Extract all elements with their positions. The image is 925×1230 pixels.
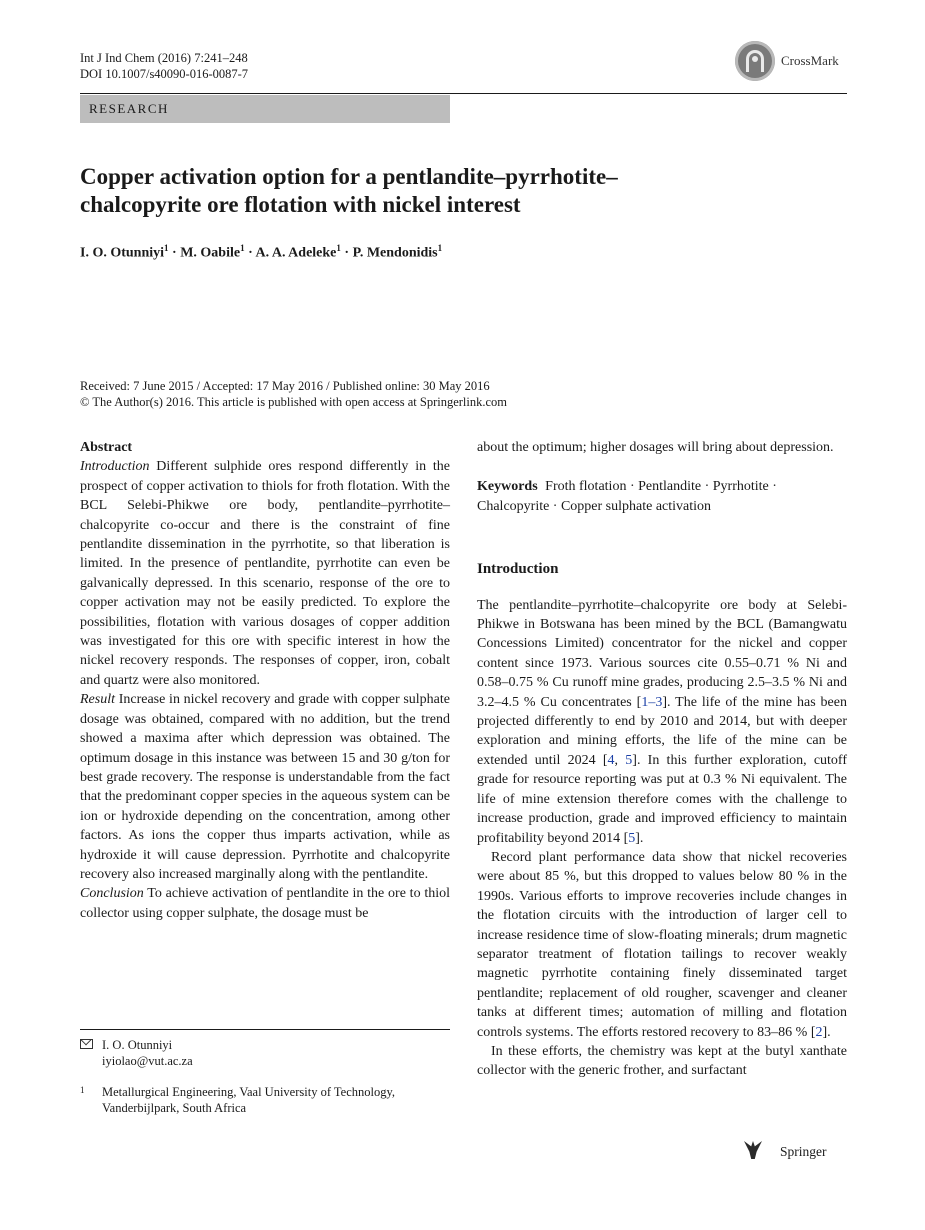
intro-paragraph-3: In these efforts, the chemistry was kept at the butyl xanthate collector with the generic frother, and surfactant	[477, 1043, 847, 1079]
abstract-column	[80, 438, 450, 923]
reference-link[interactable]: 2	[815, 1024, 823, 1040]
reference-link[interactable]: 5	[628, 830, 636, 846]
author-name: A. A. Adeleke	[255, 245, 337, 261]
publisher-name: Springer	[780, 1144, 827, 1159]
publication-history	[80, 378, 507, 410]
affiliation-line: Metallurgical Engineering, Vaal University of Technology,	[102, 1085, 396, 1099]
publisher-logo	[740, 1137, 850, 1167]
reference-link[interactable]: 4	[607, 752, 615, 768]
crossmark-badge[interactable]	[735, 38, 850, 84]
author-separator: ·	[340, 245, 353, 261]
journal-citation	[80, 50, 248, 82]
journal-volume: Int J Ind Chem (2016) 7:241–248	[80, 51, 248, 65]
abstract-conclusion	[80, 884, 450, 923]
author-affiliation: 1	[240, 243, 245, 253]
header-rule	[80, 93, 847, 94]
reference-separator: ,	[614, 752, 626, 768]
reference-link[interactable]: 1–3	[641, 694, 663, 710]
reference-link[interactable]: 5	[625, 752, 633, 768]
abstract-conclusion-continued: about the optimum; higher dosages will bring about depression.	[477, 440, 834, 455]
springer-horse-icon	[740, 1139, 766, 1165]
affiliation-number: 1	[80, 1085, 85, 1095]
author-affiliation: 1	[164, 243, 169, 253]
intro-p1-text: ].	[635, 830, 644, 846]
author-affiliation: 1	[336, 243, 341, 253]
abstract-heading: Abstract	[80, 440, 133, 455]
envelope-icon	[80, 1039, 93, 1049]
abstract-conclusion-label: Conclusion	[80, 886, 144, 902]
intro-p1-text: ]. In this further exploration, cutoff grade for resource reporting was put at 0.3 % Ni equivalent. The life of mine extension therefore comes with the challenge to increase production, grade and improved efficiency to maintain profitability beyond 2014 [	[477, 752, 847, 846]
abstract-intro-label: Introduction	[80, 459, 150, 475]
intro-paragraph-1	[477, 596, 847, 848]
body-column-right	[477, 438, 847, 1081]
author-name: I. O. Otunniyi	[80, 245, 165, 261]
author-list	[80, 243, 442, 262]
introduction-heading: Introduction	[477, 561, 559, 578]
author-separator: ·	[244, 245, 256, 261]
section-label: RESEARCH	[80, 95, 450, 123]
keywords	[477, 477, 847, 516]
keywords-label: Keywords	[477, 479, 538, 495]
crossmark-label: CrossMark	[781, 53, 839, 68]
abstract-result-text: Increase in nickel recovery and grade with copper sulphate dosage was obtained, compared with no addition, but the trend showed a maxima after which depression was obtained. The optimum dosage in this instance was between 15 and 30 g/ton for best grade recovery. The response is understandable from the fact that the predominant copper species in the aqueous system can be ion or hydroxide depending on the concentration, among other factors. As ions the copper thus imparts activation, while as hydroxide it will cause depression. Pyrrhotite and chalcopyrite recovery also increased marginally along with the pentlandite.	[80, 692, 451, 882]
affiliation-line: Vanderbijlpark, South Africa	[102, 1101, 247, 1115]
footnote-rule	[80, 1029, 450, 1030]
intro-p1-text: ]. The life of the mine has been projected differently to end by 2010 and 2014, but with deeper exploration and mining efforts, the life of the mine can be extended until 2024 [	[477, 694, 847, 768]
corresponding-author-name: I. O. Otunniyi	[102, 1038, 173, 1052]
author-name: P. Mendonidis	[352, 245, 438, 261]
corresponding-author	[80, 1037, 193, 1069]
doi[interactable]: DOI 10.1007/s40090-016-0087-7	[80, 67, 249, 81]
author-separator: ·	[168, 245, 181, 261]
abstract-result	[80, 690, 450, 884]
abstract-intro-text: Different sulphide ores respond differently in the prospect of copper activation to thiols for froth flotation. With the BCL Selebi-Phikwe ore body, pentlandite–pyrrhotite–chalcopyrite co-occur and there is the constraint of fine pentlandite dissemination in the pyrrhotite, so that liberation is limited. In the presence of pentlandite, pyrrhotite can even be galvanically depressed. In this scenario, response of the ore to copper activation may not be easily predicted. To explore the possibilities, flotation with various dosages of copper addition was investigated for this ore with specific interest in how the nickel recovery responds. The responses of copper, iron, cobalt and quartz were also monitored.	[80, 459, 450, 688]
keywords-list: Froth flotation · Pentlandite · Pyrrhotite · Chalcopyrite · Copper sulphate activation	[477, 479, 777, 514]
author-affiliation: 1	[437, 243, 443, 253]
intro-p1-text: The pentlandite–pyrrhotite–chalcopyrite ore body at Selebi-Phikwe in Botswana has been mined by the BCL (Bamangwatu Concessions Limited) concentrator for the nickel and copper content since 1973. Various sources cite 0.55–0.71 % Ni and 0.58–0.75 % Cu runoff mine grades, producing 2.5–3.5 % Ni and 3.2–4.5 % Cu concentrates [	[477, 597, 847, 710]
received-dates: Received: 7 June 2015 / Accepted: 17 May 2016 / Published online: 30 May 2016	[80, 379, 490, 393]
abstract-result-label: Result	[80, 692, 115, 708]
crossmark-icon	[735, 41, 775, 81]
affiliation-footnote	[80, 1084, 395, 1116]
abstract-conclusion-text: To achieve activation of pentlandite in the ore to thiol collector using copper sulphate, the dosage must be	[80, 886, 450, 921]
corresponding-author-email[interactable]: iyiolao@vut.ac.za	[102, 1054, 193, 1068]
license-line: © The Author(s) 2016. This article is published with open access at Springerlink.com	[80, 395, 508, 409]
article-title: Copper activation option for a pentlandite–pyrrhotite–chalcopyrite ore flotation with nickel interest	[80, 164, 618, 217]
intro-p2-text: Record plant performance data show that nickel recoveries were about 85 %, but this dropped to values below 80 % in the 1990s. Various efforts to improve recoveries include changes in the flotation circuits with the introduction of larger cell to increase residence time of slow-floating minerals; drum magnetic separator treatment of flotation tailings to recover weakly magnetic pyrrhotite containing finely disseminated target pentlandite; replacement of old rougher, scavenger and cleaner tanks at different times; automation of milling and flotation controls systems. The efforts restored recovery to 83–86 % [	[477, 849, 847, 1040]
author-name: M. Oabile	[180, 245, 241, 261]
intro-p2-text: ].	[822, 1024, 831, 1040]
abstract-introduction	[80, 457, 450, 690]
intro-paragraph-2	[477, 848, 847, 1042]
